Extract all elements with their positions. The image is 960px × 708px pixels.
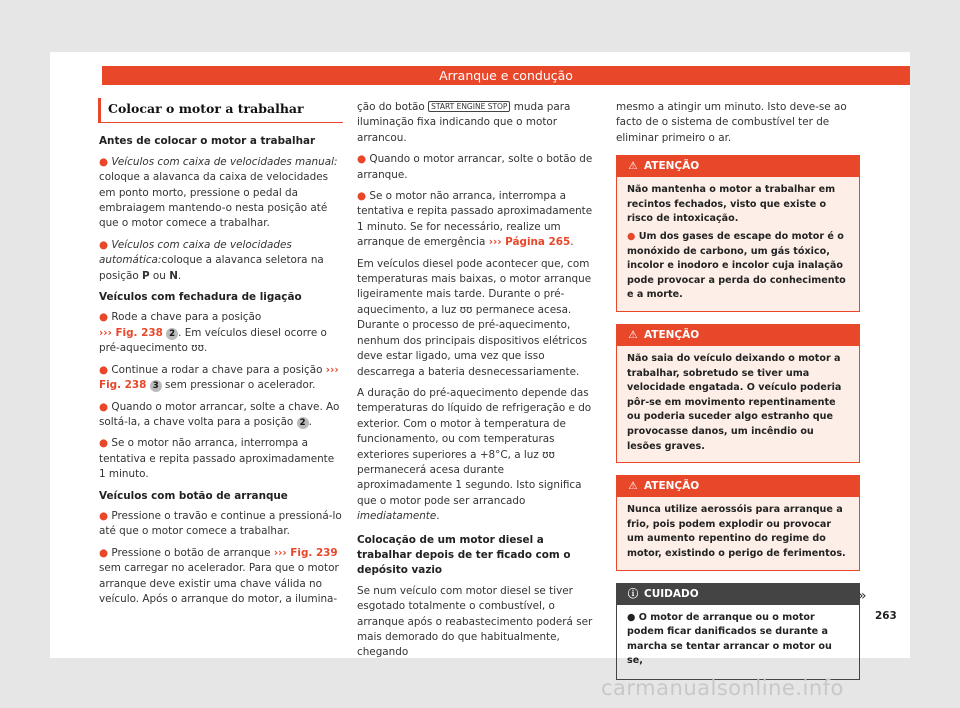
bullet-dot: ● [357,190,367,203]
bullet-dot: ● [99,155,109,168]
warning-triangle-icon: ⚠ [628,160,638,173]
warning-header: ⚠ ATENÇÃO [617,325,859,346]
bullet-dot: ● [99,437,109,450]
caution-header: ⓘ CUIDADO [617,584,859,605]
continues-marker: » [858,588,867,604]
bullet-dot: ● [99,238,109,251]
warning-box [616,155,860,312]
bullet: ● Se o motor não arranca, interrompa a tentativa e repita passado aproximadamente 1 minuto. Se for necessário, realize um arranque de emergência ››› Página 265. [357,190,593,249]
page-number: 263 [875,610,897,622]
position-number: 2 [166,328,178,340]
bullet: ● Quando o motor arrancar, solte o botão de arranque. [357,153,593,181]
bullet: ● Pressione o botão de arranque ››› Fig. 239 sem carregar no acelerador. Para que o motor arranque deve existir uma chave válida no veículo. Após o arranque do motor, a ilumina- [99,546,339,605]
paragraph: Em veículos diesel pode acontecer que, com temperaturas mais baixas, o motor arranque ligeiramente mais tarde. Durante o pré-aquecimento, a luz ʊʊ permanece acesa. Durante o processo de pré-aquecimento, nenhum dos principais dispositivos elétricos deve estar ligado, uma vez que isso descarrega a bateria desnecessariamente. [357,257,592,378]
figure-link[interactable]: ››› Fig. 238 [99,363,339,392]
manual-page [50,52,910,667]
bullet-dot: ● [99,363,109,376]
warning-triangle-icon: ⚠ [628,328,638,341]
caution-box [616,583,860,680]
bullet-dot: ● [99,509,109,522]
bullet: ● Rode a chave para a posição ››› Fig. 238 2 . Em veículos diesel ocorre o pré-aquecimento ʊʊ. [99,311,327,355]
subheading: Antes de colocar o motor a trabalhar [99,135,316,148]
subheading: Veículos com fechadura de ligação [99,291,302,304]
glow-plug-icon: ʊʊ [459,303,473,316]
figure-link[interactable]: ››› Fig. 238 [99,326,163,339]
page-link[interactable]: ››› Página 265 [488,236,571,249]
bullet: ● Se o motor não arranca, interrompa a tentativa e repita passado aproximadamente 1 minuto. [99,437,335,481]
bullet: ● Continue a rodar a chave para a posição ››› Fig. 238 3 sem pressionar o acelerador. [99,363,339,392]
glow-plug-icon: ʊʊ [191,342,204,355]
warning-box [616,324,860,463]
column-3 [616,100,860,680]
bullet-dot: ● [99,311,109,324]
bullet-dot: ● [99,546,109,559]
position-number: 3 [150,380,162,392]
bullet-dot: ● [99,400,109,413]
warning-header: ⚠ ATENÇÃO [617,476,859,497]
subheading: Colocação de um motor diesel a trabalhar depois de ter ficado com o depósito vazio [357,533,571,577]
watermark: carmanualsonline.info [601,676,844,700]
warning-triangle-icon: ⚠ [628,480,638,493]
paragraph: A duração do pré-aquecimento depende das temperaturas do líquido de refrigeração e do exterior. Com o motor à temperatura de funcionamento, ou com temperaturas exteriores superiores a +8°C, a luz ʊʊ permanecerá acesa durante aproximadamente 1 segundo. Isto significa que o motor pode ser arrancado imediatamente. [357,386,592,523]
caution-body: ● O motor de arranque ou o motor podem ficar danificados se durante a marcha se tentar arrancar o motor ou se, [627,611,832,667]
warning-box [616,475,860,570]
glow-plug-icon: ʊʊ [542,448,555,461]
bullet-dot: ● [627,231,636,242]
subheading: Veículos com botão de arranque [99,489,288,502]
warning-body: Não saia do veículo deixando o motor a trabalhar, sobretudo se tiver uma velocidade engatada. O veículo poderia pôr-se em movimento repentinamente ou poderia suceder algo estranho que provocasse danos, um incêndio ou lesões graves. [617,346,859,462]
bullet: ● Veículos com caixa de velocidades manual: coloque a alavanca da caixa de velocidades em ponto morto, pressione o pedal da embraiagem mantendo-o nesta posição até que o motor comece a trabalhar. [99,155,338,230]
bullet: ● Veículos com caixa de velocidades automática:coloque a alavanca seletora na posição P ou N. [99,238,324,282]
warning-header: ⚠ ATENÇÃO [617,156,859,177]
bullet: ● Quando o motor arrancar, solte a chave. Ao soltá-la, a chave volta para a posição 2 . [99,400,340,428]
column-2 [357,100,601,667]
start-engine-stop-key: START ENGINE STOP [428,101,510,112]
paragraph: mesmo a atingir um minuto. Isto deve-se ao facto de o sistema de combustível ter de eliminar primeiro o ar. [616,101,847,144]
warning-body: Nunca utilize aerossóis para arranque a frio, pois podem explodir ou provocar um aumento repentino do regime do motor, existindo o perigo de ferimentos. [617,497,859,569]
figure-link[interactable]: ››› Fig. 239 [273,546,338,559]
info-circle-icon: ⓘ [627,587,639,600]
warning-body: Não mantenha o motor a trabalhar em recintos fechados, visto que existe o risco de intoxicação. ● Um dos gases de escape do motor é o monóxido de carbono, um gás tóxico, incolor e inodoro e incolor cuja inalação pode provocar a perda do conhecimento e a morte. [617,177,859,311]
bullet-dot: ● [627,611,636,623]
section-title: Colocar o motor a trabalhar [98,98,343,123]
chapter-header: Arranque e condução [102,66,910,85]
bullet: ● Pressione o travão e continue a pressioná-lo até que o motor comece a trabalhar. [99,509,342,538]
paragraph: Se num veículo com motor diesel se tiver esgotado totalmente o combustível, o arranque após o reabastecimento poderá ser mais demorado do que habitualmente, chegando [357,584,593,659]
bullet-dot: ● [357,153,367,166]
paragraph: ção do botão START ENGINE STOP muda para iluminação fixa indicando que o motor arrancou. [357,101,571,144]
column-1 [99,98,343,613]
position-number: 2 [297,417,309,429]
